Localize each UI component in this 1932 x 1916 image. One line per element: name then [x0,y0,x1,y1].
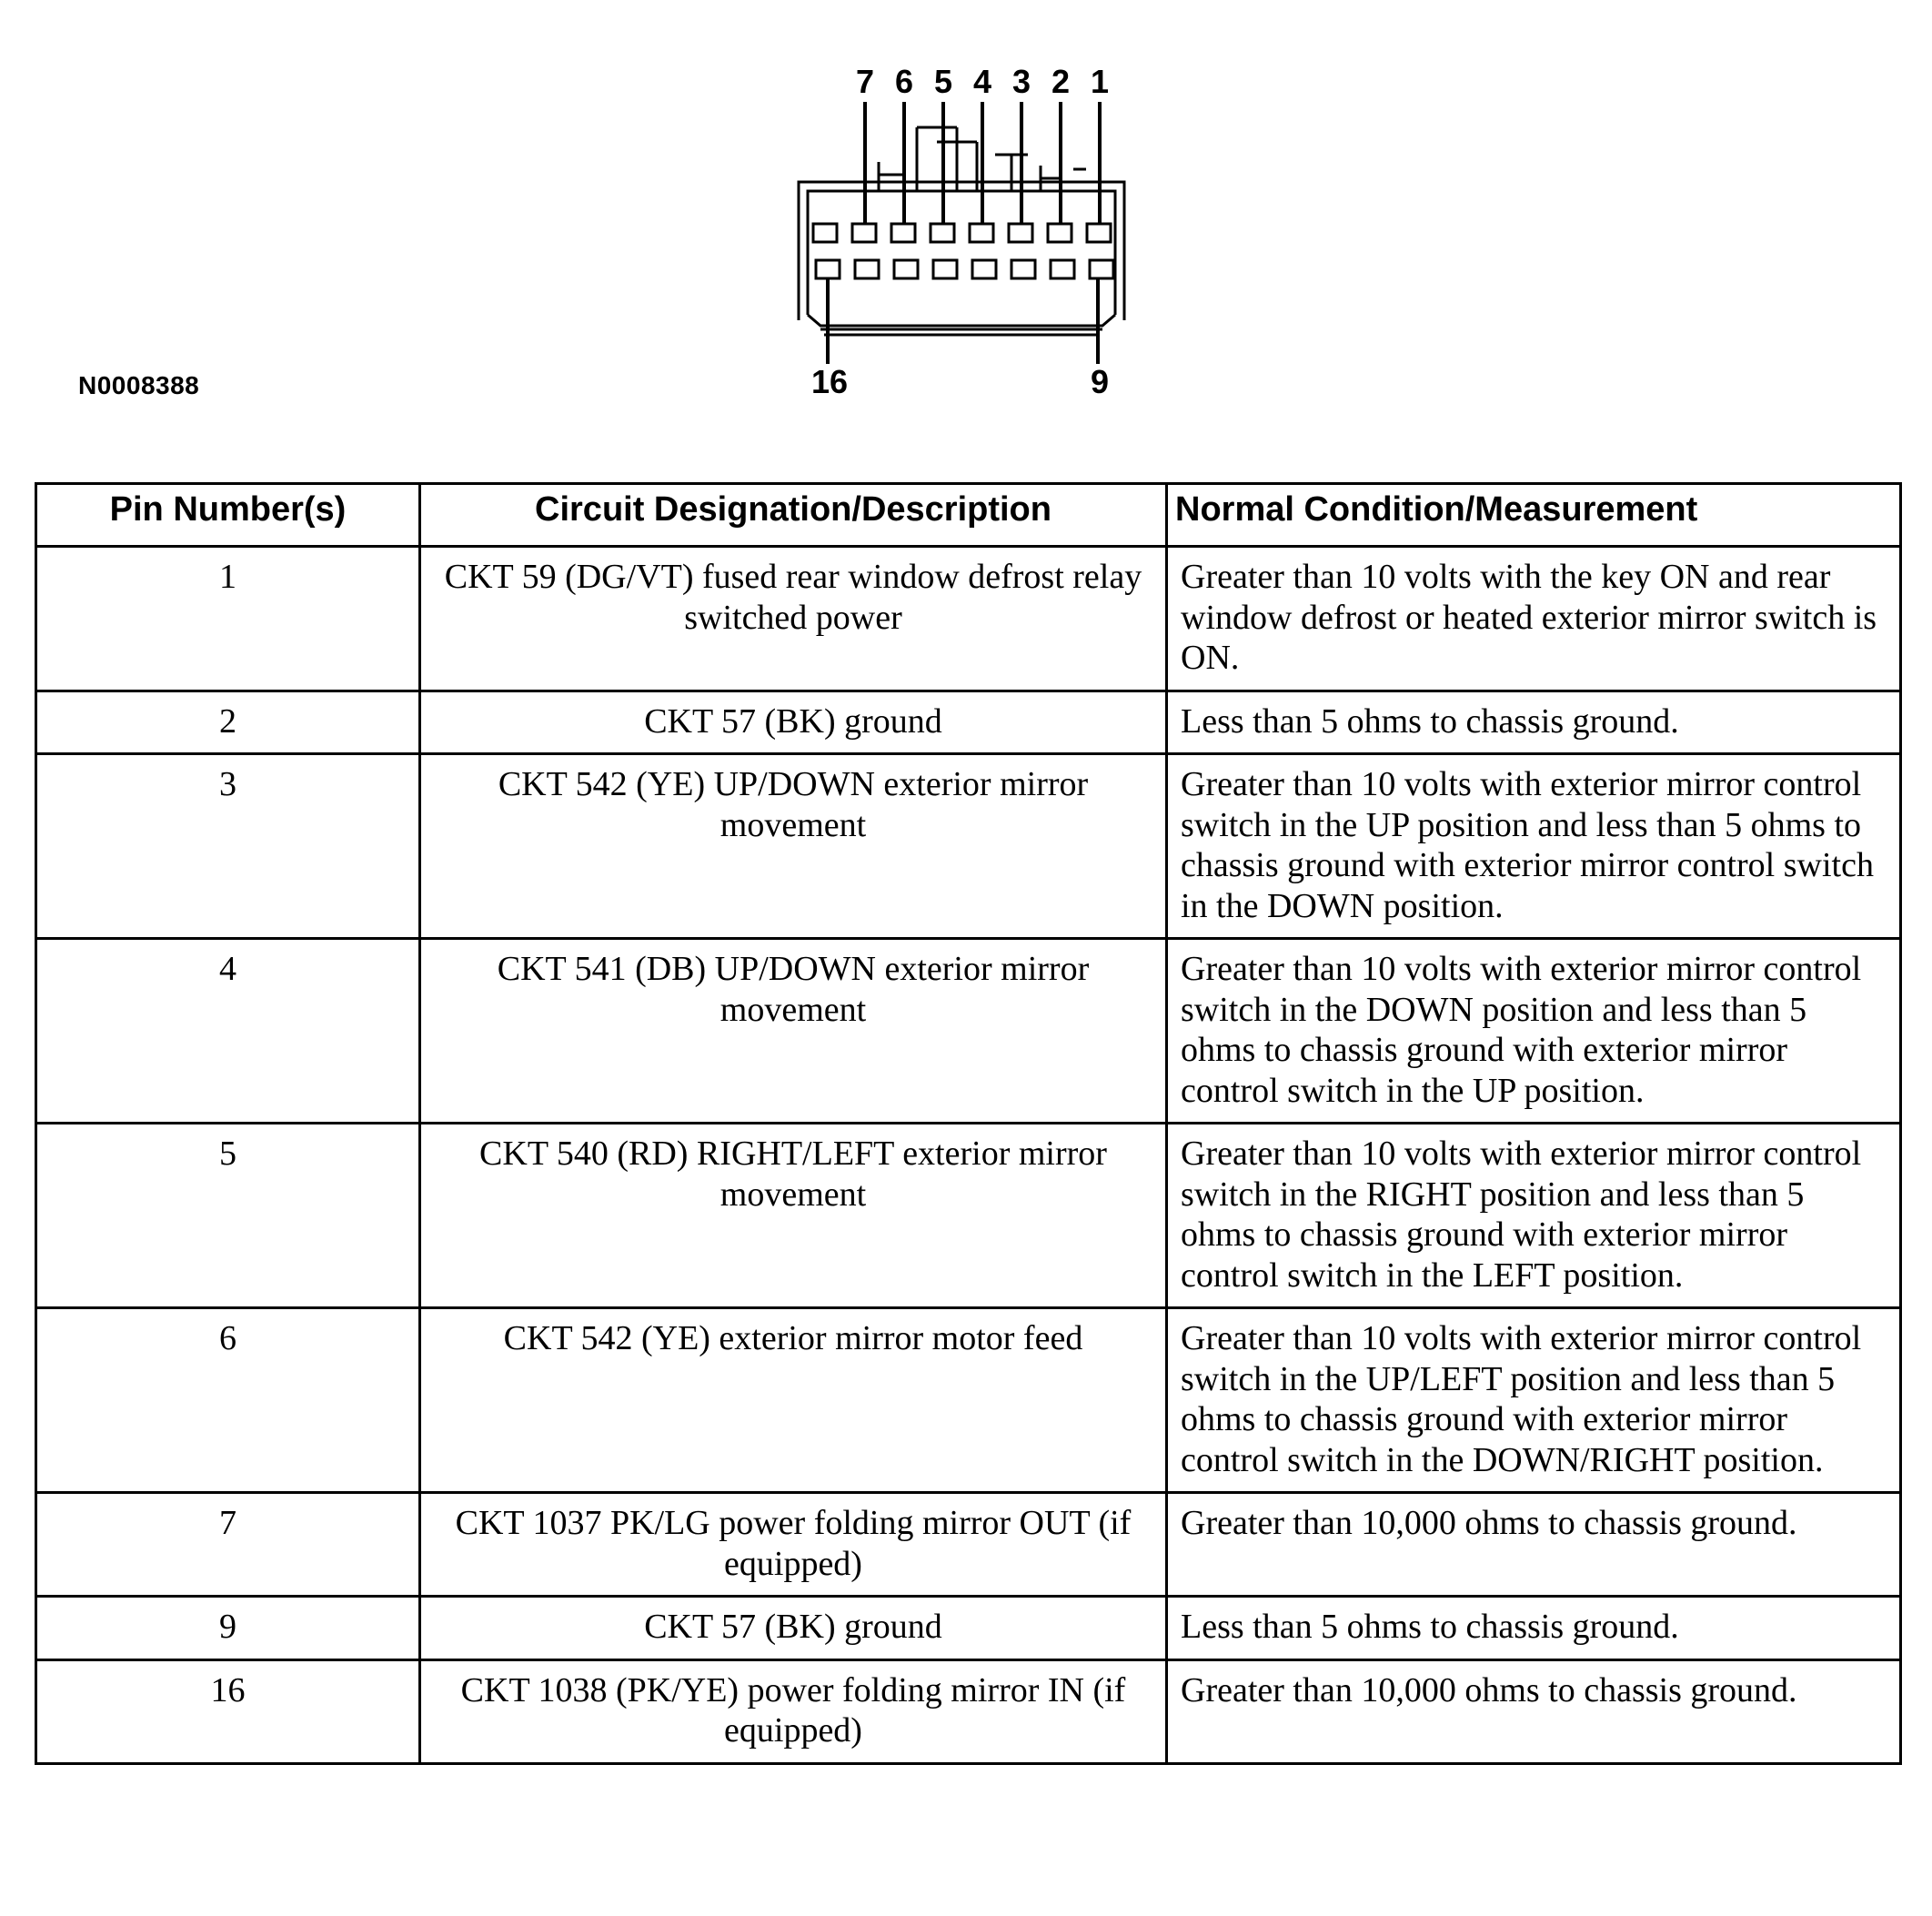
description-cell: CKT 57 (BK) ground [420,1597,1167,1660]
table-header-row [36,484,1901,547]
table-row [36,939,1901,1124]
pin-label-16: 16 [810,363,849,400]
table-row [36,1493,1901,1597]
table-row [36,547,1901,691]
pin-number-cell: 5 [36,1124,420,1308]
condition-cell: Greater than 10 volts with exterior mirror control switch in the UP position and less than 5 ohms to chassis ground with exterior mirror control switch in the DOWN position. [1167,754,1901,939]
pin-table [35,482,1902,1765]
condition-cell: Greater than 10 volts with the key ON and rear window defrost or heated exterior mirror switch is ON. [1167,547,1901,691]
pin-number-cell: 7 [36,1493,420,1597]
pin-number-cell: 2 [36,691,420,754]
condition-cell: Greater than 10 volts with exterior mirror control switch in the DOWN position and less than 5 ohms to chassis ground with exterior mirror control switch in the UP position. [1167,939,1901,1124]
condition-cell: Less than 5 ohms to chassis ground. [1167,1597,1901,1660]
header-circuit-description: Circuit Designation/Description [420,484,1167,547]
description-cell: CKT 59 (DG/VT) fused rear window defrost relay switched power [420,547,1167,691]
table-row [36,754,1901,939]
condition-cell: Greater than 10 volts with exterior mirror control switch in the UP/LEFT position and less than 5 ohms to chassis ground with exterior mirror control switch in the DOWN/RIGHT position. [1167,1308,1901,1493]
pin-number-cell: 3 [36,754,420,939]
header-normal-condition: Normal Condition/Measurement [1167,484,1901,547]
pin-label-7: 7 [855,63,875,100]
description-cell: CKT 541 (DB) UP/DOWN exterior mirror movement [420,939,1167,1124]
header-pin-number: Pin Number(s) [36,484,420,547]
table-row [36,1659,1901,1763]
pin-number-cell: 16 [36,1659,420,1763]
table-row [36,1124,1901,1308]
table-row [36,691,1901,754]
connector-diagram [0,0,1932,455]
description-cell: CKT 1037 PK/LG power folding mirror OUT (if equipped) [420,1493,1167,1597]
pin-label-4: 4 [972,63,992,100]
pin-number-cell: 1 [36,547,420,691]
description-cell: CKT 540 (RD) RIGHT/LEFT exterior mirror movement [420,1124,1167,1308]
pin-label-1: 1 [1090,63,1110,100]
figure-id: N0008388 [78,371,200,399]
description-cell: CKT 542 (YE) UP/DOWN exterior mirror movement [420,754,1167,939]
description-cell: CKT 542 (YE) exterior mirror motor feed [420,1308,1167,1493]
pin-label-6: 6 [894,63,914,100]
pin-label-9: 9 [1090,363,1110,400]
pin-number-cell: 4 [36,939,420,1124]
table-row [36,1597,1901,1660]
pin-number-cell: 6 [36,1308,420,1493]
table-row [36,1308,1901,1493]
pin-label-2: 2 [1051,63,1071,100]
description-cell: CKT 1038 (PK/YE) power folding mirror IN (if equipped) [420,1659,1167,1763]
connector-body [799,127,1124,335]
condition-cell: Greater than 10,000 ohms to chassis ground. [1167,1493,1901,1597]
pin-label-5: 5 [933,63,953,100]
description-cell: CKT 57 (BK) ground [420,691,1167,754]
pin-label-3: 3 [1011,63,1031,100]
pin-number-cell: 9 [36,1597,420,1660]
condition-cell: Less than 5 ohms to chassis ground. [1167,691,1901,754]
condition-cell: Greater than 10 volts with exterior mirror control switch in the RIGHT position and less than 5 ohms to chassis ground with exterior mirror control switch in the LEFT position. [1167,1124,1901,1308]
condition-cell: Greater than 10,000 ohms to chassis ground. [1167,1659,1901,1763]
